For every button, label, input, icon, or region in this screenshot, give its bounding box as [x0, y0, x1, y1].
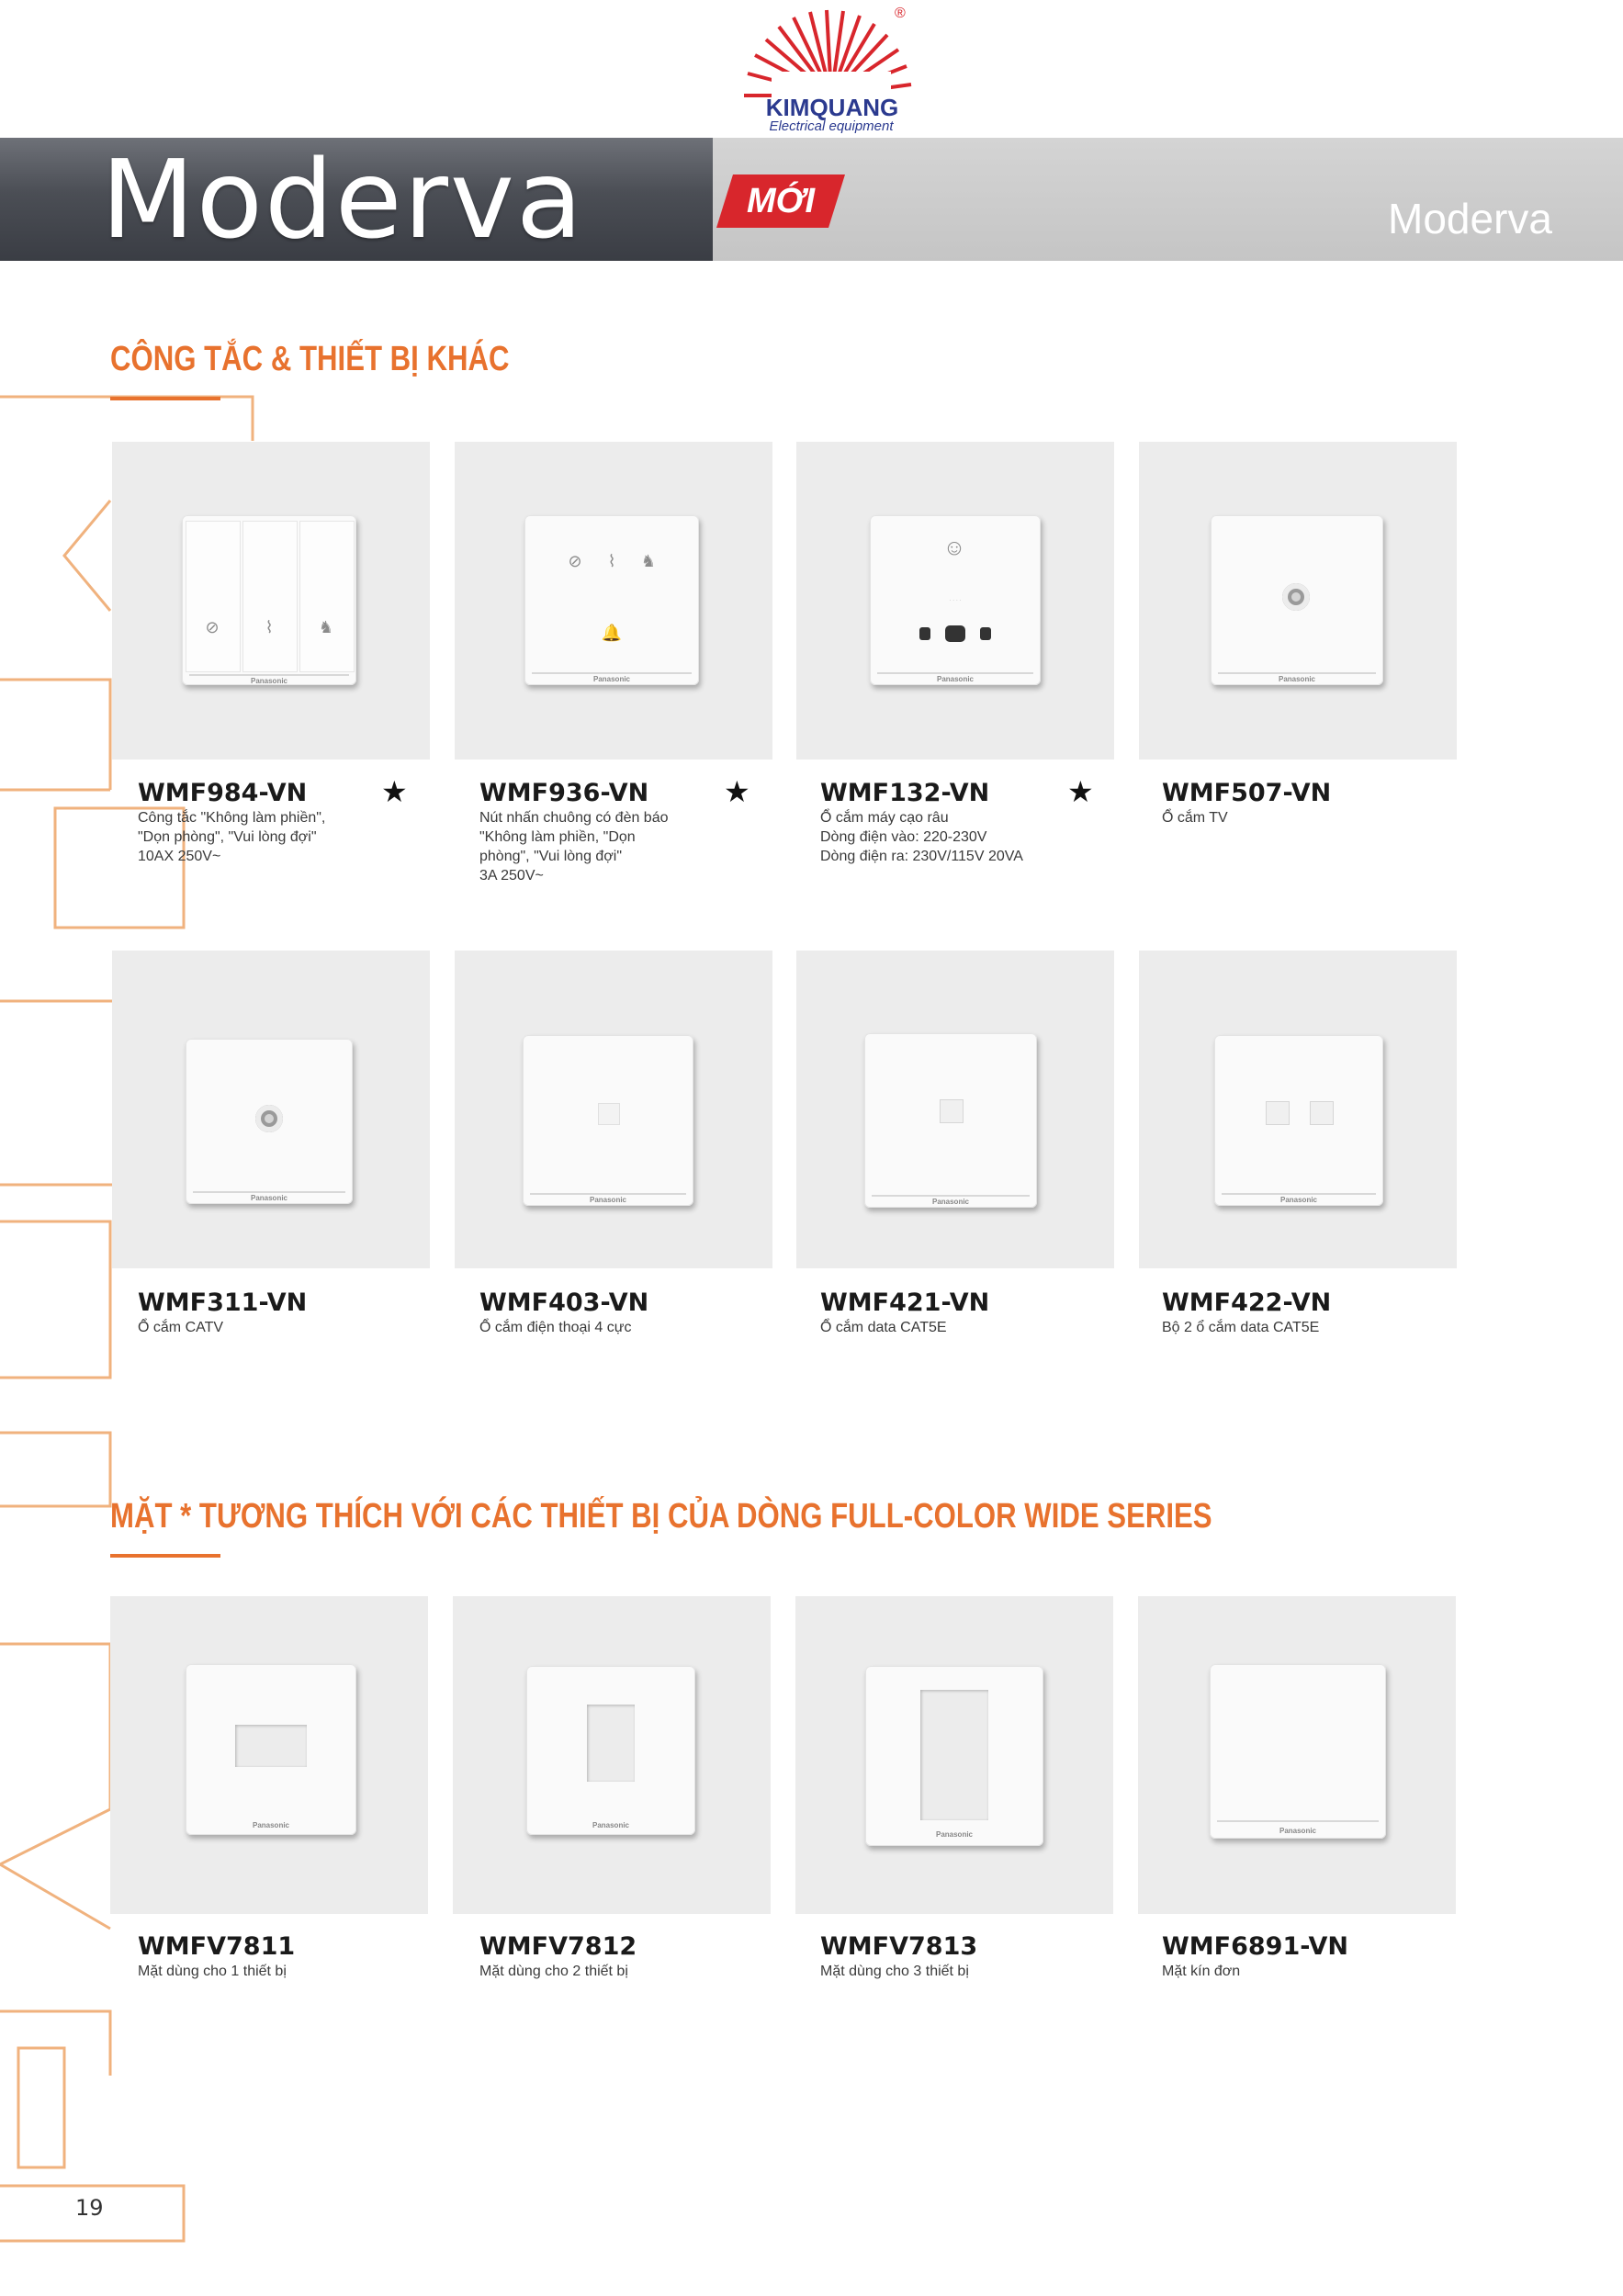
do-not-disturb-icon: ⊘ [568, 552, 582, 570]
new-badge [716, 174, 845, 228]
product-description: Ổ cắm TV [1162, 810, 1228, 826]
broom-icon: ⌇ [607, 552, 616, 570]
product-image-wmfv7812: Panasonic [453, 1596, 771, 1914]
product-code: WMFV7813 [820, 1932, 978, 1961]
product-code: WMFV7811 [138, 1932, 296, 1961]
product-code: WMF132-VN [820, 779, 990, 807]
header-right-title: Moderva [1388, 195, 1552, 242]
product-description: Ổ cắm điện thoại 4 cực [479, 1320, 632, 1335]
star-icon: ★ [381, 775, 408, 808]
do-not-disturb-icon: ⊘ [205, 618, 220, 636]
product-image-wmf311: Panasonic [112, 951, 430, 1268]
product-description: Ổ cắm CATV [138, 1320, 224, 1335]
product-code: WMF936-VN [479, 779, 649, 807]
product-description: Mặt dùng cho 2 thiết bị [479, 1964, 628, 1979]
star-icon: ★ [1067, 775, 1094, 808]
new-badge-label: MỚI [746, 182, 816, 220]
section-underline [110, 1554, 220, 1558]
product-code: WMF311-VN [138, 1289, 308, 1317]
product-description: Bộ 2 ổ cắm data CAT5E [1162, 1320, 1320, 1335]
product-image-wmf132: ☺ · · · · Panasonic [796, 442, 1114, 760]
product-code: WMF422-VN [1162, 1289, 1332, 1317]
product-code: WMF403-VN [479, 1289, 649, 1317]
product-image-wmf403: Panasonic [455, 951, 772, 1268]
product-code: WMFV7812 [479, 1932, 637, 1961]
bell-icon: 🔔 [601, 624, 623, 642]
kimquang-logo [735, 6, 928, 134]
product-description: Mặt kín đơn [1162, 1964, 1241, 1979]
product-image-wmf421: Panasonic [796, 951, 1114, 1268]
logo-brand: KIMQUANG [765, 94, 899, 121]
product-image-wmf984: ⊘ ⌇ ♞ Panasonic [112, 442, 430, 760]
wait-icon: ♞ [640, 552, 657, 570]
product-description: Ổ cắm data CAT5E [820, 1320, 947, 1335]
product-image-wmfv7811: Panasonic [110, 1596, 428, 1914]
product-description: Công tắc "Không làm phiền", "Dọn phòng", "Vui lòng đợi" 10AX 250V~ [138, 810, 326, 864]
product-image-wmf507: Panasonic [1139, 442, 1457, 760]
product-code: WMF6891-VN [1162, 1932, 1348, 1961]
section-title-plates: MẶT * TƯƠNG THÍCH VỚI CÁC THIẾT BỊ CỦA DÒNG FULL-COLOR WIDE SERIES [110, 1497, 1212, 1536]
page-number: 19 [75, 2195, 104, 2221]
logo-tagline: Electrical equipment [769, 118, 894, 134]
wait-icon: ♞ [318, 618, 334, 636]
product-code: WMF507-VN [1162, 779, 1332, 807]
product-image-wmf422: Panasonic [1139, 951, 1457, 1268]
star-icon: ★ [724, 775, 750, 808]
shaver-icon: ☺ [942, 535, 966, 560]
product-image-wmf936: ⊘ ⌇ ♞ 🔔 Panasonic [455, 442, 772, 760]
product-image-wmf6891: Panasonic [1138, 1596, 1456, 1914]
product-code: WMF421-VN [820, 1289, 990, 1317]
product-description: Nút nhấn chuông có đèn báo "Không làm phiền, "Dọn phòng", "Vui lòng đợi" 3A 250V~ [479, 810, 669, 884]
product-description: Ổ cắm máy cạo râu Dòng điện vào: 220-230V Dòng điện ra: 230V/115V 20VA [820, 810, 1023, 864]
registered-mark: ® [895, 6, 906, 21]
broom-icon: ⌇ [265, 618, 274, 636]
product-code: WMF984-VN [138, 779, 308, 807]
product-image-wmfv7813: Panasonic [795, 1596, 1113, 1914]
product-description: Mặt dùng cho 1 thiết bị [138, 1964, 287, 1979]
section-title-devices: CÔNG TẮC & THIẾT BỊ KHÁC [110, 340, 510, 378]
header-title: Moderva [101, 136, 585, 263]
section-underline [110, 397, 220, 400]
product-description: Mặt dùng cho 3 thiết bị [820, 1964, 969, 1979]
